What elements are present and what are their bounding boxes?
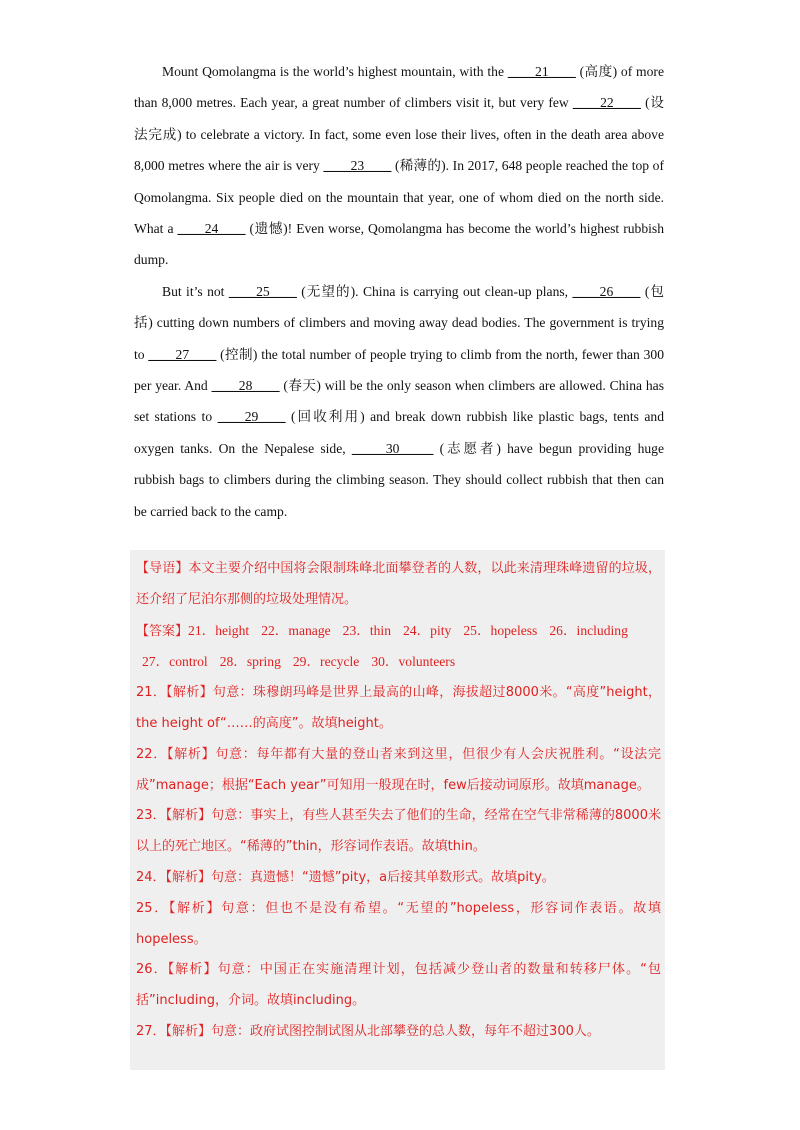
passage-text: (无望的). China is carrying out clean-up plans, — [296, 283, 573, 299]
answer-blank: ____22____ — [572, 95, 641, 111]
passage-paragraph-2 — [134, 276, 664, 527]
passage-text: (高度) of more than 8,000 metres. Each year, a great number of climbers visit it, but very few — [134, 64, 664, 111]
answer-line — [136, 616, 661, 648]
answer-item: 22．manage — [261, 622, 331, 638]
answer-item: 24．pity — [403, 622, 452, 638]
intro-text: 【导语】本文主要介绍中国将会限制珠峰北面攀登者的人数，以此来清理珠峰遗留的垃圾，还介绍了尼泊尔那侧的垃圾处理情况。 — [136, 561, 661, 607]
answer-blank: ____27____ — [148, 346, 217, 362]
passage-paragraph-1 — [134, 56, 664, 276]
answer-label: 【答案】 — [136, 623, 189, 639]
explanation-item: 23．【解析】句意：事实上，有些人甚至失去了他们的生命，经常在空气非常稀薄的8000米以上的死亡地区。“稀薄的”thin，形容词作表语。故填thin。 — [136, 808, 661, 855]
answers-row-1 — [188, 623, 640, 638]
explanations — [136, 678, 661, 1048]
answer-blank: ____24____ — [177, 221, 246, 237]
analysis-box — [130, 550, 665, 1070]
explanation-item: 22．【解析】句意：每年都有大量的登山者来到这里，但很少有人会庆祝胜利。“设法完成”manage；根据“Each year”可知用一般现在时，few后接动词原形。故填manage。 — [136, 746, 661, 793]
explanation-item: 24．【解析】句意：真遗憾！“遗憾”pity，a后接其单数形式。故填pity。 — [136, 869, 555, 885]
passage — [134, 56, 664, 527]
passage-text: Mount Qomolangma is the world’s highest mountain, with the — [162, 64, 508, 79]
answer-blank: ____28____ — [211, 378, 280, 394]
answer-blank: ____23____ — [323, 158, 392, 174]
passage-text: (春天) will be the only season when climbers are allowed. China has set stations to — [134, 378, 664, 425]
passage-text: But it’s not — [162, 283, 229, 299]
answer-item: 26．including — [549, 622, 628, 638]
explanation-item: 25．【解析】句意：但也不是没有希望。“无望的”hopeless，形容词作表语。故填hopeless。 — [136, 900, 661, 947]
passage-text: (回收利用) and break down rubbish like plastic bags, tents and oxygen tanks. On the Nepalese side, — [134, 409, 664, 456]
answer-blank: ____25____ — [228, 283, 297, 299]
answer-item: 29．recycle — [292, 654, 360, 670]
explanation-item: 26．【解析】句意：中国正在实施清理计划，包括减少登山者的数量和转移尸体。“包括”including，介词。故填including。 — [136, 962, 661, 1009]
passage-text: (稀薄的). In 2017, 648 people reached the top of Qomolangma. Six people died on the mountain that year, one of whom died on the north side. What a — [134, 158, 664, 237]
answer-item: 21．height — [188, 622, 250, 638]
passage-text: (控制) the total number of people trying to climb from the north, fewer than 300 per year. And — [134, 346, 664, 394]
answer-item: 30．volunteers — [371, 654, 456, 670]
answer-blank: _____30_____ — [351, 440, 434, 456]
answer-item: 28．spring — [219, 654, 281, 670]
passage-text: (包括) cutting down numbers of climbers and moving away dead bodies. The government is trying to — [134, 283, 664, 362]
answer-item: 27．control — [142, 654, 208, 670]
passage-text: (设法完成) to celebrate a victory. In fact, some even lose their lives, often in the death area above 8,000 metres where the air is very — [134, 95, 664, 174]
answer-item: 25．hopeless — [463, 622, 538, 638]
answer-blank: ____29____ — [217, 409, 286, 425]
explanation-item: 21．【解析】句意：珠穆朗玛峰是世界上最高的山峰，海拔超过8000米。“高度”height，the height of“……的高度”。故填height。 — [136, 685, 661, 731]
answer-item: 23．thin — [342, 622, 391, 638]
answer-blank: ____21____ — [507, 64, 576, 79]
passage-text: (遗憾)! Even worse, Qomolangma has become the world’s highest rubbish dump. — [134, 221, 664, 268]
answer-blank: ____26____ — [572, 283, 641, 299]
passage-text: (志愿者) have begun providing huge rubbish bags to climbers during the climbing season. They should collect rubbish that then can be carried back to the camp. — [134, 440, 664, 519]
answers-row-2 — [136, 647, 661, 678]
explanation-item: 27．【解析】句意：政府试图控制试图从北部攀登的总人数，每年不超过300人。 — [136, 1023, 600, 1039]
